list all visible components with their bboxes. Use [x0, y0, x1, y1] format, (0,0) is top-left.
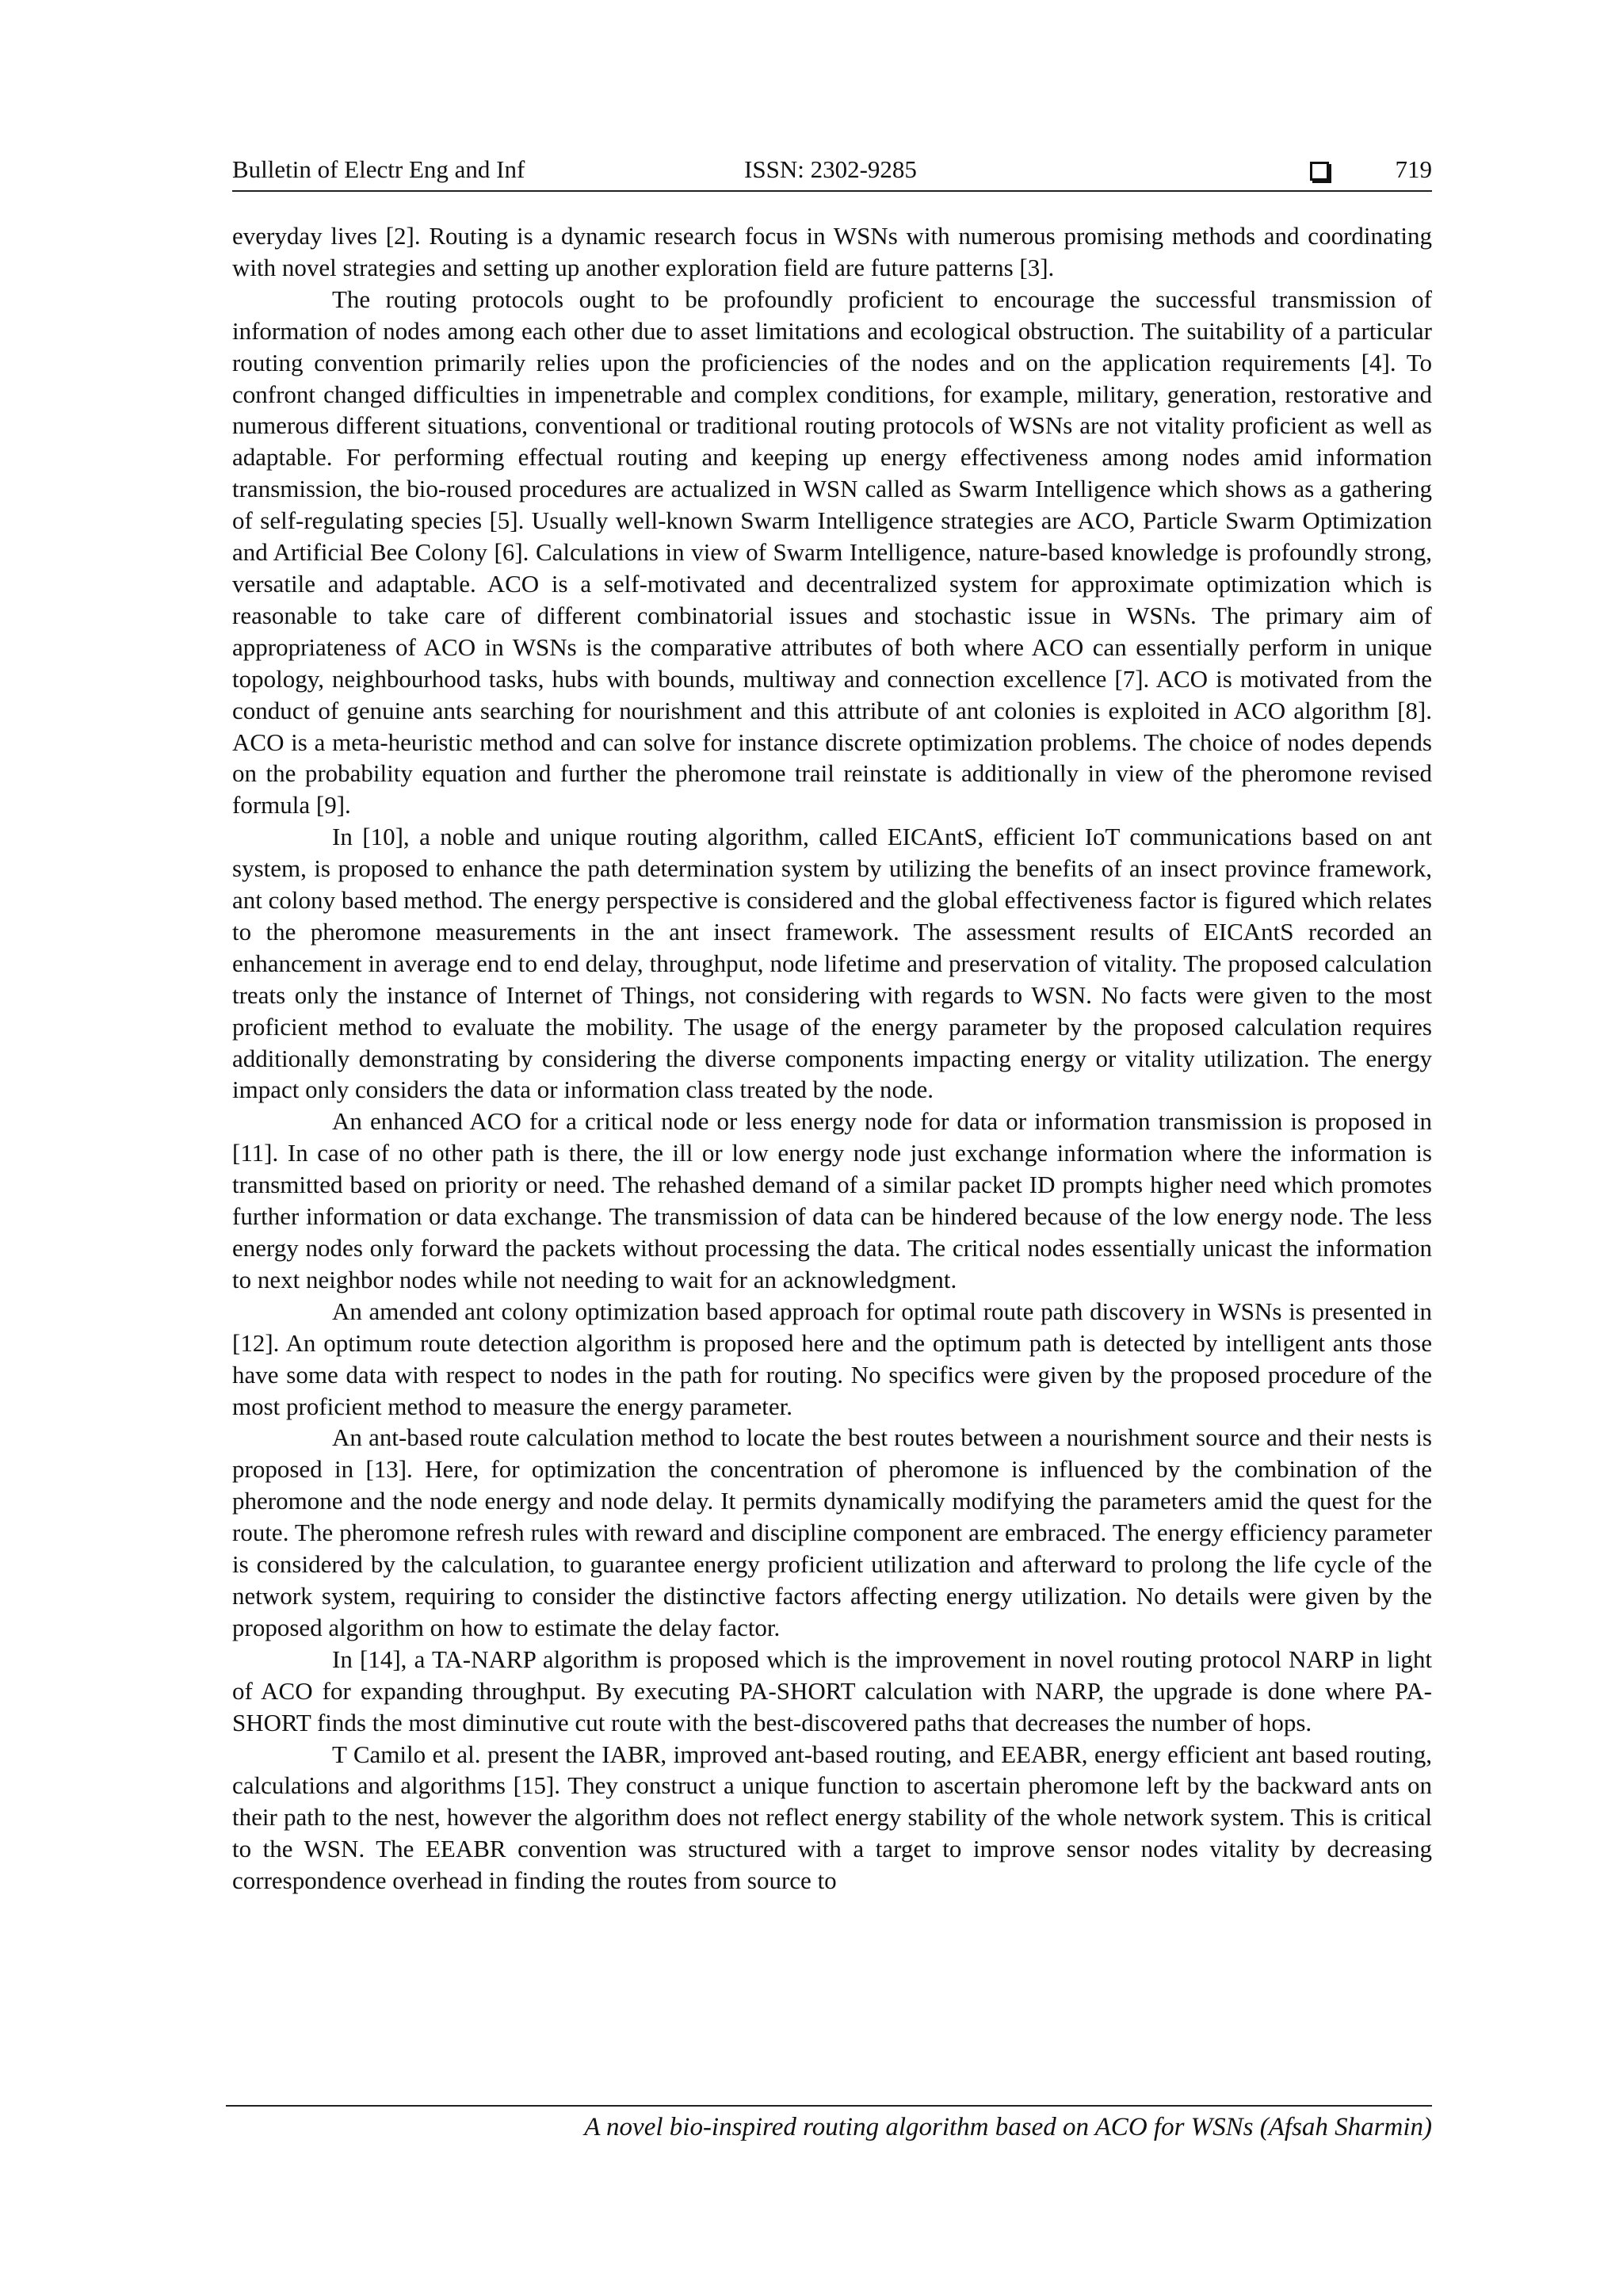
paragraph: T Camilo et al. present the IABR, improved ant-based routing, and EEABR, energy efficient ant based routing, calculations and algorithms [15]. They construct a unique function to ascertain pheromone left by the backward ants on their path to the nest, however the algorithm does not reflect energy stability of the whole network system. This is critical to the WSN. The EEABR convention was structured with a target to improve sensor nodes vitality by decreasing correspondence overhead in finding the routes from source to	[232, 1740, 1432, 1895]
paragraph: An enhanced ACO for a critical node or less energy node for data or information transmission is proposed in [11]. In case of no other path is there, the ill or low energy node just exchange information where the information is transmitted based on priority or need. The rehashed demand of a similar packet ID prompts higher need which promotes further information or data exchange. The transmission of data can be hindered because of the low energy node. The less energy nodes only forward the packets without processing the data. The critical nodes essentially unicast the information to next neighbor nodes while not needing to wait for an acknowledgment.	[232, 1107, 1432, 1293]
running-footer: A novel bio-inspired routing algorithm based on ACO for WSNs (Afsah Sharmin)	[584, 2113, 1432, 2141]
paragraph: In [10], a noble and unique routing algorithm, called EICAntS, efficient IoT communications based on ant system, is proposed to enhance the path determination system by utilizing the benefits of an insect province framework, ant colony based method. The energy perspective is considered and the global effectiveness factor is figured which relates to the pheromone measurements in the ant insect framework. The assessment results of EICAntS recorded an enhancement in average end to end delay, throughput, node lifetime and preservation of vitality. The proposed calculation treats only the instance of Internet of Things, not considering with regards to WSN. No facts were given to the most proficient method to evaluate the mobility. The usage of the energy parameter by the proposed calculation requires additionally demonstrating by considering the diverse components impacting energy or vitality utilization. The energy impact only considers the data or information class treated by the node.	[232, 823, 1432, 1104]
page-header	[232, 151, 1432, 192]
square-bullet-icon	[1310, 162, 1329, 181]
page-number: 719	[1395, 155, 1432, 183]
journal-name: Bulletin of Electr Eng and Inf	[232, 155, 525, 183]
paragraph: An ant-based route calculation method to locate the best routes between a nourishment source and their nests is proposed in [13]. Here, for optimization the concentration of pheromone is influenced by the combination of the pheromone and the node energy and node delay. It permits dynamically modifying the parameters amid the quest for the route. The pheromone refresh rules with reward and discipline component are embraced. The energy efficiency parameter is considered by the calculation, to guarantee energy proficient utilization and afterward to prolong the life cycle of the network system, requiring to consider the distinctive factors affecting energy utilization. No details were given by the proposed algorithm on how to estimate the delay factor.	[232, 1423, 1432, 1641]
issn-label: ISSN: 2302-9285	[744, 155, 917, 183]
paragraph: In [14], a TA-NARP algorithm is proposed which is the improvement in novel routing protocol NARP in light of ACO for expanding throughput. By executing PA-SHORT calculation with NARP, the upgrade is done where PA-SHORT finds the most diminutive cut route with the best-discovered paths that decreases the number of hops.	[232, 1645, 1432, 1736]
paragraph: The routing protocols ought to be profoundly proficient to encourage the successful transmission of information of nodes among each other due to asset limitations and ecological obstruction. The suitability of a particular routing convention primarily relies upon the proficiencies of the nodes and on the application requirements [4]. To confront changed difficulties in impenetrable and complex conditions, for example, military, generation, restorative and numerous different situations, conventional or traditional routing protocols of WSNs are not vitality proficient as well as adaptable. For performing effectual routing and keeping up energy effectiveness among nodes amid information transmission, the bio-roused procedures are actualized in WSN called as Swarm Intelligence which shows as a gathering of self-regulating species [5]. Usually well-known Swarm Intelligence strategies are ACO, Particle Swarm Optimization and Artificial Bee Colony [6]. Calculations in view of Swarm Intelligence, nature-based knowledge is profoundly strong, versatile and adaptable. ACO is a self-motivated and decentralized system for approximate optimization which is reasonable to take care of different combinatorial issues and stochastic issue in WSNs. The primary aim of appropriateness of ACO in WSNs is the comparative attributes of both where ACO can essentially perform in unique topology, neighbourhood tasks, hubs with bounds, multiway and connection excellence [7]. ACO is motivated from the conduct of genuine ants searching for nourishment and this attribute of ant colonies is exploited in ACO algorithm [8]. ACO is a meta-heuristic method and can solve for instance discrete optimization problems. The choice of nodes depends on the probability equation and further the pheromone trail reinstate is additionally in view of the pheromone revised formula [9].	[232, 285, 1432, 819]
paragraph: An amended ant colony optimization based approach for optimal route path discovery in WSNs is presented in [12]. An optimum route detection algorithm is proposed here and the optimum path is detected by intelligent ants those have some data with respect to nodes in the path for routing. No specifics were given by the proposed procedure of the most proficient method to measure the energy parameter.	[232, 1297, 1432, 1420]
footer-divider	[226, 2105, 1432, 2107]
body-text	[232, 220, 1432, 1897]
paragraph: everyday lives [2]. Routing is a dynamic research focus in WSNs with numerous promising methods and coordinating with novel strategies and setting up another exploration field are future patterns [3].	[232, 222, 1432, 281]
